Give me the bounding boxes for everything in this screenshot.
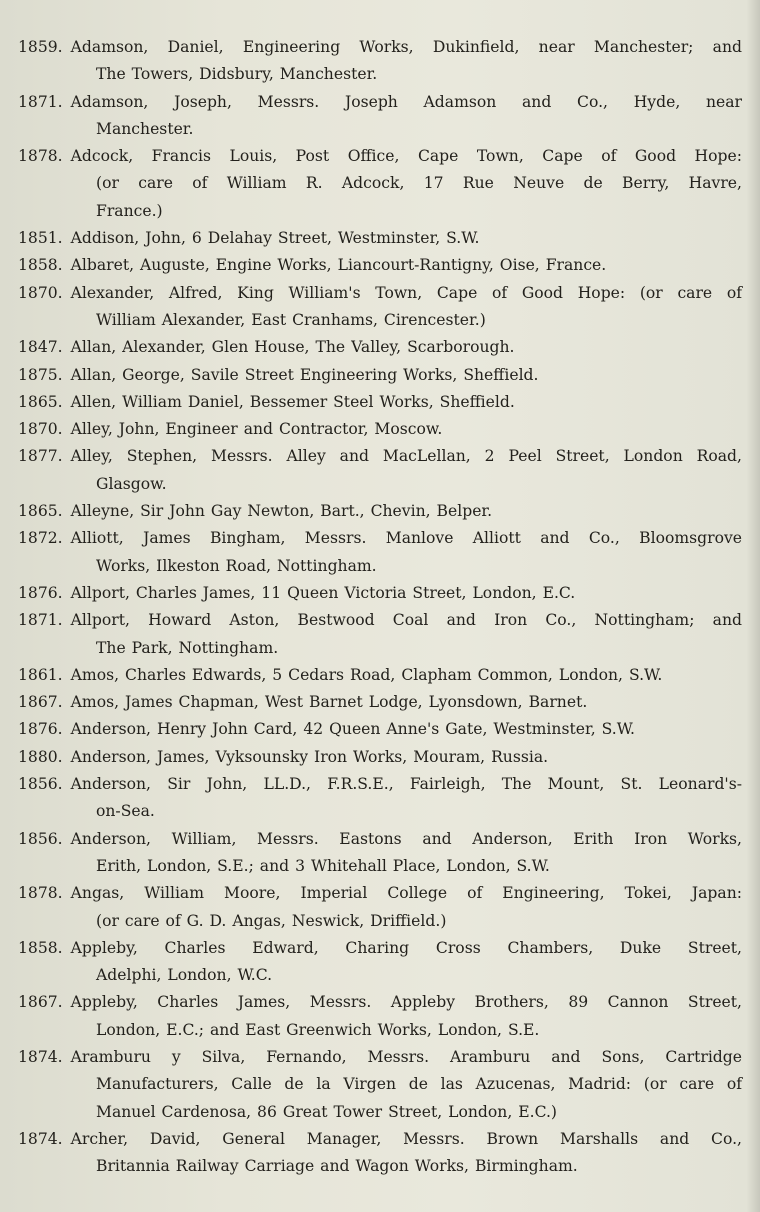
entry-text: Allport, Charles James, 11 Queen Victoria Street, London, E.C. bbox=[70, 583, 576, 602]
entry-year: 1870. bbox=[18, 283, 63, 302]
entry-first-line bbox=[18, 143, 742, 170]
member-entry bbox=[18, 334, 742, 361]
member-entry bbox=[18, 34, 742, 89]
entry-year: 1858. bbox=[18, 256, 63, 275]
entry-continuation-line bbox=[18, 198, 742, 225]
entry-text: Alley, John, Engineer and Contractor, Moscow. bbox=[70, 420, 443, 439]
entry-text: Britannia Railway Carriage and Wagon Works, Birmingham. bbox=[96, 1157, 578, 1176]
entry-text: Alley, Stephen, Messrs. Alley and MacLellan, 2 Peel Street, London Road, bbox=[70, 447, 742, 466]
entry-year: 1847. bbox=[18, 338, 63, 357]
entry-first-line bbox=[18, 416, 742, 443]
entry-continuation-line bbox=[18, 853, 742, 880]
entry-first-line bbox=[18, 662, 742, 689]
entry-text: Allan, Alexander, Glen House, The Valley, Scarborough. bbox=[70, 338, 515, 357]
entry-year: 1877. bbox=[18, 447, 63, 466]
entry-text: Appleby, Charles Edward, Charing Cross Chambers, Duke Street, bbox=[70, 938, 742, 957]
entry-first-line bbox=[18, 744, 742, 771]
entry-year: 1859. bbox=[18, 38, 63, 56]
entry-text: Albaret, Auguste, Engine Works, Liancourt-Rantigny, Oise, France. bbox=[70, 256, 607, 275]
entry-text: Addison, John, 6 Delahay Street, Westminster, S.W. bbox=[70, 229, 480, 248]
entry-first-line bbox=[18, 334, 742, 361]
member-entry bbox=[18, 580, 742, 607]
entry-text: Amos, James Chapman, West Barnet Lodge, Lyonsdown, Barnet. bbox=[70, 693, 588, 712]
entry-year: 1865. bbox=[18, 392, 63, 411]
entry-text: Anderson, James, Vyksounsky Iron Works, Mouram, Russia. bbox=[70, 747, 549, 766]
member-entry bbox=[18, 389, 742, 416]
entry-first-line bbox=[18, 443, 742, 470]
member-entry bbox=[18, 252, 742, 279]
member-entry bbox=[18, 443, 742, 498]
entry-text: London, E.C.; and East Greenwich Works, London, S.E. bbox=[96, 1020, 540, 1039]
entry-text: Glasgow. bbox=[96, 474, 167, 493]
entry-text: Adamson, Joseph, Messrs. Joseph Adamson and Co., Hyde, near bbox=[70, 92, 742, 111]
entry-continuation-line bbox=[18, 908, 742, 935]
member-entry bbox=[18, 880, 742, 935]
member-entry bbox=[18, 416, 742, 443]
entry-text: Allport, Howard Aston, Bestwood Coal and Iron Co., Nottingham; and bbox=[70, 611, 742, 630]
entry-text: Alleyne, Sir John Gay Newton, Bart., Chevin, Belper. bbox=[70, 502, 493, 521]
entry-year: 1867. bbox=[18, 693, 63, 712]
member-entry bbox=[18, 498, 742, 525]
entry-year: 1871. bbox=[18, 611, 63, 630]
entry-text: The Park, Nottingham. bbox=[96, 638, 279, 657]
entry-text: Adelphi, London, W.C. bbox=[96, 966, 273, 985]
entry-text: Allan, George, Savile Street Engineering Works, Sheffield. bbox=[70, 365, 539, 384]
entry-continuation-line bbox=[18, 61, 742, 88]
entry-continuation-line bbox=[18, 1153, 742, 1180]
member-entry bbox=[18, 689, 742, 716]
entry-text: Amos, Charles Edwards, 5 Cedars Road, Clapham Common, London, S.W. bbox=[70, 665, 663, 684]
entry-first-line bbox=[18, 580, 742, 607]
member-entry bbox=[18, 826, 742, 881]
member-entry bbox=[18, 225, 742, 252]
entry-first-line bbox=[18, 362, 742, 389]
entry-year: 1872. bbox=[18, 529, 63, 548]
entry-text: (or care of G. D. Angas, Neswick, Driffield.) bbox=[96, 911, 447, 930]
entry-text: Manuel Cardenosa, 86 Great Tower Street, London, E.C.) bbox=[96, 1102, 557, 1121]
entry-continuation-line bbox=[18, 798, 742, 825]
entry-year: 1871. bbox=[18, 92, 63, 111]
entry-first-line bbox=[18, 1044, 742, 1071]
entry-first-line bbox=[18, 716, 742, 743]
entry-continuation-line bbox=[18, 471, 742, 498]
entry-first-line bbox=[18, 880, 742, 907]
entry-year: 1880. bbox=[18, 747, 63, 766]
entry-text: Anderson, William, Messrs. Eastons and Anderson, Erith Iron Works, bbox=[70, 829, 742, 848]
entry-text: Allen, William Daniel, Bessemer Steel Works, Sheffield. bbox=[70, 392, 515, 411]
entry-year: 1876. bbox=[18, 583, 63, 602]
member-entry bbox=[18, 744, 742, 771]
member-entry bbox=[18, 662, 742, 689]
entry-text: Archer, David, General Manager, Messrs. Brown Marshalls and Co., bbox=[70, 1129, 742, 1148]
member-entry bbox=[18, 1126, 742, 1181]
entry-text: on-Sea. bbox=[96, 802, 155, 821]
member-entry bbox=[18, 716, 742, 743]
entry-continuation-line bbox=[18, 553, 742, 580]
entry-first-line bbox=[18, 607, 742, 634]
entry-continuation-line bbox=[18, 170, 742, 197]
entry-year: 1874. bbox=[18, 1047, 63, 1066]
member-entry bbox=[18, 1044, 742, 1126]
entry-year: 1867. bbox=[18, 993, 63, 1012]
entry-first-line bbox=[18, 389, 742, 416]
member-entry bbox=[18, 935, 742, 990]
entry-year: 1856. bbox=[18, 829, 63, 848]
member-entry bbox=[18, 607, 742, 662]
entry-year: 1870. bbox=[18, 420, 63, 439]
entry-first-line bbox=[18, 34, 742, 61]
entry-text: Adcock, Francis Louis, Post Office, Cape Town, Cape of Good Hope: bbox=[70, 147, 742, 166]
member-entry bbox=[18, 143, 742, 225]
entry-text: France.) bbox=[96, 201, 163, 220]
member-entry bbox=[18, 525, 742, 580]
entry-first-line bbox=[18, 89, 742, 116]
entry-text: Anderson, Sir John, LL.D., F.R.S.E., Fairleigh, The Mount, St. Leonard's- bbox=[70, 775, 742, 794]
entry-first-line bbox=[18, 989, 742, 1016]
entry-first-line bbox=[18, 1126, 742, 1153]
entry-year: 1874. bbox=[18, 1129, 63, 1148]
entry-first-line bbox=[18, 689, 742, 716]
entry-year: 1878. bbox=[18, 147, 63, 166]
entry-continuation-line bbox=[18, 1071, 742, 1098]
member-entry bbox=[18, 89, 742, 144]
entry-first-line bbox=[18, 525, 742, 552]
member-entry bbox=[18, 362, 742, 389]
entry-text: Erith, London, S.E.; and 3 Whitehall Place, London, S.W. bbox=[96, 856, 550, 875]
entry-text: Manchester. bbox=[96, 119, 194, 138]
entry-year: 1856. bbox=[18, 775, 63, 794]
entry-continuation-line bbox=[18, 1017, 742, 1044]
entry-text: (or care of William R. Adcock, 17 Rue Neuve de Berry, Havre, bbox=[96, 174, 742, 193]
entry-first-line bbox=[18, 252, 742, 279]
entry-year: 1878. bbox=[18, 884, 63, 903]
entry-year: 1861. bbox=[18, 665, 63, 684]
entry-text: Anderson, Henry John Card, 42 Queen Anne's Gate, Westminster, S.W. bbox=[70, 720, 635, 739]
entry-text: Manufacturers, Calle de la Virgen de las Azucenas, Madrid: (or care of bbox=[96, 1075, 742, 1094]
entry-text: Alexander, Alfred, King William's Town, Cape of Good Hope: (or care of bbox=[70, 283, 742, 302]
entry-text: Adamson, Daniel, Engineering Works, Dukinfield, near Manchester; and bbox=[70, 38, 742, 56]
member-entry bbox=[18, 989, 742, 1044]
entry-year: 1876. bbox=[18, 720, 63, 739]
entry-year: 1875. bbox=[18, 365, 63, 384]
entry-continuation-line bbox=[18, 962, 742, 989]
entry-text: William Alexander, East Cranhams, Cirencester.) bbox=[96, 310, 486, 329]
entry-first-line bbox=[18, 935, 742, 962]
entry-continuation-line bbox=[18, 116, 742, 143]
entry-text: Angas, William Moore, Imperial College of Engineering, Tokei, Japan: bbox=[70, 884, 742, 903]
entry-year: 1865. bbox=[18, 502, 63, 521]
entry-text: Appleby, Charles James, Messrs. Appleby Brothers, 89 Cannon Street, bbox=[70, 993, 742, 1012]
entry-continuation-line bbox=[18, 1099, 742, 1126]
entry-first-line bbox=[18, 498, 742, 525]
entry-first-line bbox=[18, 280, 742, 307]
member-entry bbox=[18, 771, 742, 826]
entry-year: 1858. bbox=[18, 938, 63, 957]
entry-year: 1851. bbox=[18, 229, 63, 248]
entry-text: Works, Ilkeston Road, Nottingham. bbox=[96, 556, 377, 575]
entry-first-line bbox=[18, 771, 742, 798]
entry-text: The Towers, Didsbury, Manchester. bbox=[96, 65, 378, 84]
member-entry bbox=[18, 280, 742, 335]
entry-continuation-line bbox=[18, 635, 742, 662]
entry-text: Aramburu y Silva, Fernando, Messrs. Aramburu and Sons, Cartridge bbox=[70, 1047, 742, 1066]
entry-first-line bbox=[18, 826, 742, 853]
entry-continuation-line bbox=[18, 307, 742, 334]
entry-text: Alliott, James Bingham, Messrs. Manlove Alliott and Co., Bloomsgrove bbox=[70, 529, 742, 548]
entry-first-line bbox=[18, 225, 742, 252]
